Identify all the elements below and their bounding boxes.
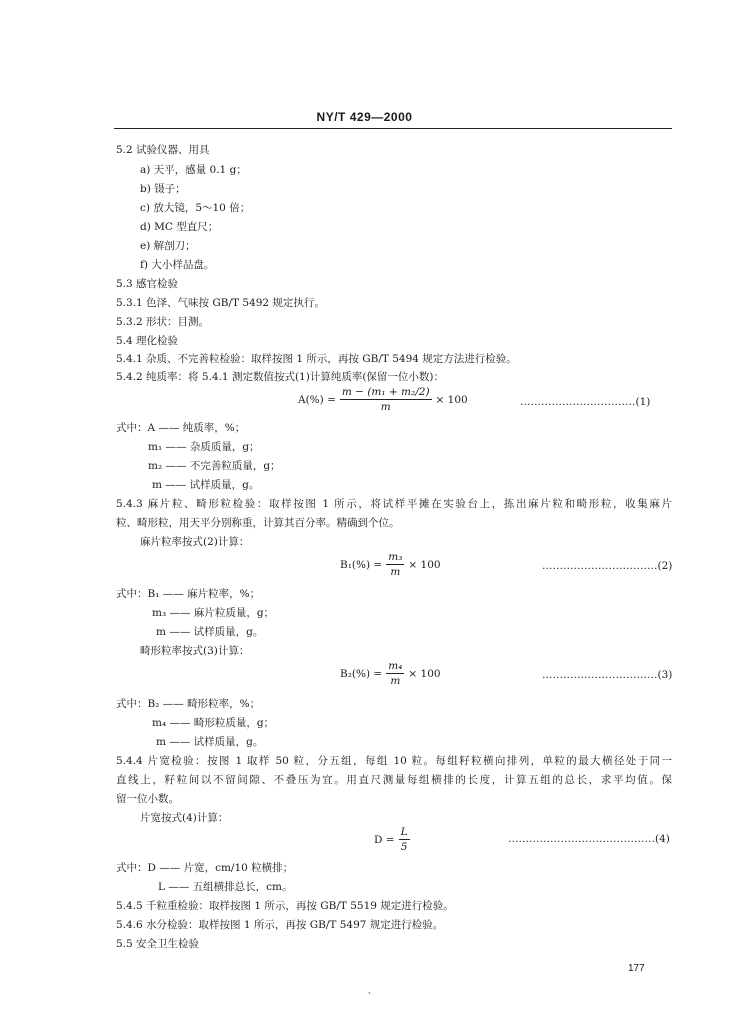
clause-5-4-6: 5.4.6 水分检验：取样按图 1 所示，再按 GB/T 5497 规定进行检验。 bbox=[116, 919, 444, 931]
formula-3-numerator: m₄ bbox=[388, 660, 403, 672]
page-header-code: NY/T 429—2000 bbox=[316, 110, 413, 124]
formula-4-intro: 片宽按式(4)计算： bbox=[140, 812, 229, 824]
clause-5-4-3-line1: 5.4.3 麻片粒、畸形粒检验：取样按图 1 所示，将试样平摊在实验台上，拣出麻片粒和畸形粒，收集麻片 bbox=[116, 498, 672, 510]
formula-1 bbox=[298, 386, 468, 413]
section-5-2-title: 5.2 试验仪器、用具 bbox=[116, 144, 210, 156]
list-item: b) 镊子； bbox=[140, 183, 186, 195]
formula-1-rhs: × 100 bbox=[435, 393, 468, 406]
formula-4-numerator: L bbox=[400, 826, 408, 838]
list-item: f) 大小样品盘。 bbox=[140, 259, 215, 271]
clause-5-4-4-line3: 留一位小数。 bbox=[116, 793, 179, 805]
clause-5-4-2: 5.4.2 纯质率：将 5.4.1 测定数值按式(1)计算纯质率(保留一位小数)： bbox=[116, 371, 445, 383]
where-b2: 式中：B₂ —— 畸形粒率，%； bbox=[116, 698, 261, 710]
where-m3: m₃ —— 麻片粒质量，g； bbox=[152, 607, 275, 619]
formula-2-intro: 麻片粒率按式(2)计算： bbox=[140, 536, 250, 548]
section-5-5-title: 5.5 安全卫生检验 bbox=[116, 938, 200, 950]
formula-4-number: ……………………………………(4) bbox=[508, 833, 670, 845]
formula-2-number: ……………………………(2) bbox=[542, 560, 673, 572]
where-m4: m₄ —— 畸形粒质量，g； bbox=[152, 717, 275, 729]
formula-1-number: ……………………………(1) bbox=[520, 396, 651, 408]
where-m: m —— 试样质量，g。 bbox=[156, 626, 264, 638]
page-number: 177 bbox=[628, 963, 645, 974]
section-5-4-title: 5.4 理化检验 bbox=[116, 335, 179, 347]
clause-5-3-2: 5.3.2 形状：目测。 bbox=[116, 316, 210, 328]
formula-4-denominator: 5 bbox=[400, 841, 408, 853]
clause-5-3-1: 5.3.1 色泽、气味按 GB/T 5492 规定执行。 bbox=[116, 297, 325, 309]
formula-1-denominator: m bbox=[380, 401, 391, 413]
formula-2-fraction bbox=[386, 551, 404, 578]
formula-3-fraction bbox=[386, 660, 404, 687]
clause-5-4-1: 5.4.1 杂质、不完善粒检验：取样按图 1 所示，再按 GB/T 5494 规定方法进行检验。 bbox=[116, 353, 517, 365]
formula-2-rhs: × 100 bbox=[408, 558, 441, 571]
formula-3-lhs: B₂(%) = bbox=[340, 667, 383, 680]
formula-2-numerator: m₃ bbox=[388, 551, 403, 563]
formula-3-denominator: m bbox=[390, 675, 401, 687]
where-m1: m₁ —— 杂质质量，g； bbox=[148, 441, 260, 453]
where-m2: m₂ —— 不完善粒质量，g； bbox=[148, 460, 281, 472]
clause-5-4-4-line1: 5.4.4 片宽检验：按图 1 取样 50 粒，分五组，每组 10 粒。每组籽粒横向排列，单粒的最大横径处于同一 bbox=[116, 755, 672, 767]
formula-3-number: ……………………………(3) bbox=[542, 669, 673, 681]
formula-3 bbox=[340, 660, 441, 687]
where-a: 式中：A —— 纯质率，%； bbox=[116, 422, 246, 434]
clause-5-4-3-line2: 粒、畸形粒，用天平分别称重，计算其百分率。精确到个位。 bbox=[116, 517, 400, 529]
formula-3-intro: 畸形粒率按式(3)计算： bbox=[140, 645, 250, 657]
where-l: L —— 五组横排总长，cm。 bbox=[158, 881, 293, 893]
where-m: m —— 试样质量，g。 bbox=[156, 736, 264, 748]
formula-1-lhs: A(%) = bbox=[298, 393, 336, 406]
formula-4-lhs: D = bbox=[374, 833, 395, 846]
scan-speck: 、 bbox=[368, 986, 376, 995]
list-item: d) MC 型直尺； bbox=[140, 221, 219, 233]
formula-4 bbox=[374, 826, 414, 853]
formula-3-rhs: × 100 bbox=[408, 667, 441, 680]
where-b1: 式中：B₁ —— 麻片粒率，%； bbox=[116, 588, 261, 600]
clause-5-4-5: 5.4.5 千粒重检验：取样按图 1 所示，再按 GB/T 5519 规定进行检验。 bbox=[116, 900, 454, 912]
where-m: m —— 试样质量，g。 bbox=[152, 479, 260, 491]
list-item: e) 解剖刀； bbox=[140, 240, 196, 252]
formula-1-numerator: m − (m₁ + m₂/2) bbox=[341, 386, 430, 398]
formula-2 bbox=[340, 551, 441, 578]
clause-5-4-4-line2: 直线上，籽粒间以不留间隙、不叠压为宜。用直尺测量每组横排的长度，计算五组的总长，求平均值。保 bbox=[116, 774, 672, 786]
list-item: a) 天平，感量 0.1 g； bbox=[140, 164, 247, 176]
list-item: c) 放大镜，5～10 倍； bbox=[140, 202, 251, 214]
section-5-3-title: 5.3 感官检验 bbox=[116, 278, 179, 290]
header-rule bbox=[114, 128, 672, 129]
formula-2-lhs: B₁(%) = bbox=[340, 558, 383, 571]
formula-2-denominator: m bbox=[390, 566, 401, 578]
formula-4-fraction bbox=[399, 826, 410, 853]
where-d: 式中：D —— 片宽，cm/10 粒横排； bbox=[116, 862, 294, 874]
formula-1-fraction bbox=[340, 386, 432, 413]
